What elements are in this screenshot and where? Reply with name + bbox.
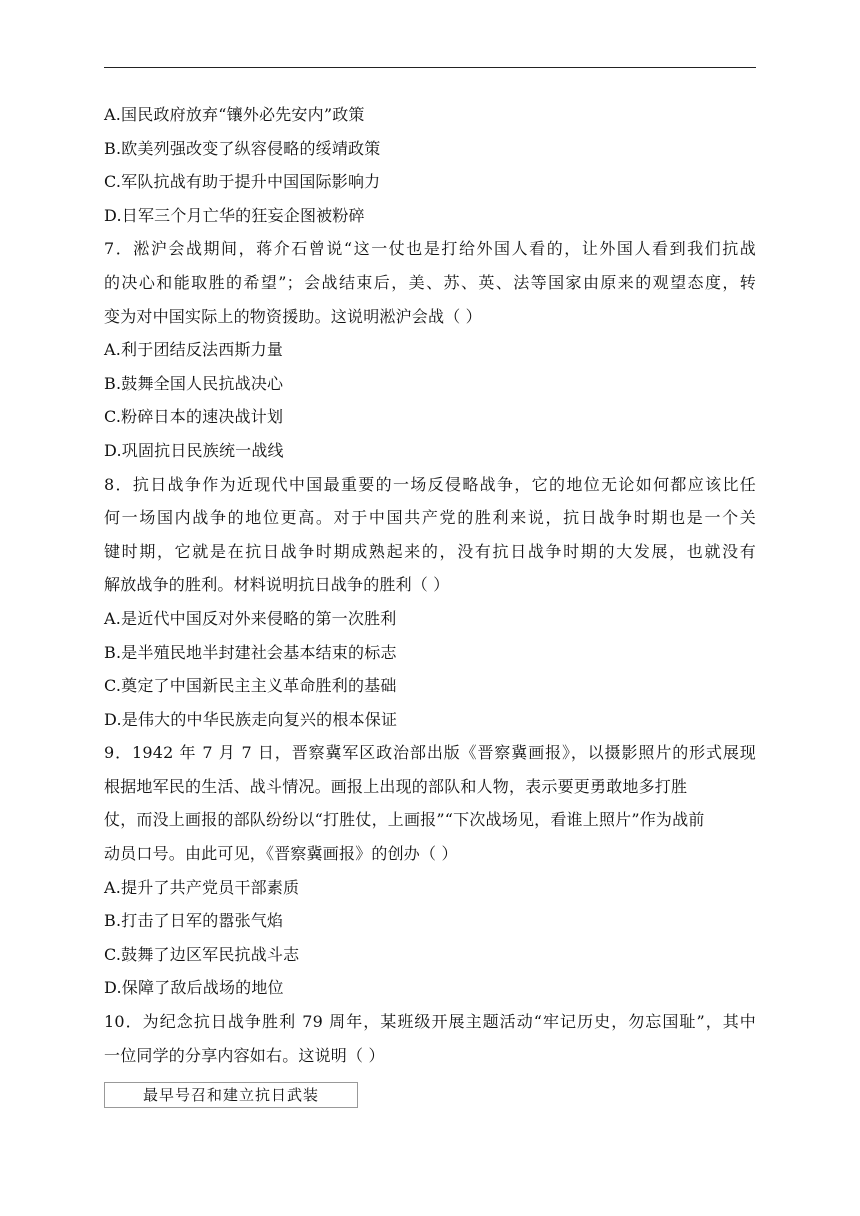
q8-option-b[interactable]: B.是半殖民地半封建社会基本结束的标志 xyxy=(104,642,397,662)
q9-stem-line: 9．1942 年 7 月 7 日，晋察冀军区政治部出版《晋察冀画报》，以摄影照片的形式展现 xyxy=(104,743,756,763)
q9-stem-line: 动员口号。由此可见，《晋察冀画报》的创办（ ） xyxy=(104,844,458,864)
q6-option-a[interactable]: A.国民政府放弃“镶外必先安内”政策 xyxy=(104,105,365,124)
q7-option-a[interactable]: A.利于团结反法西斯力量 xyxy=(104,340,284,360)
q7-stem-line: 的决心和能取胜的希望”；会战结束后，美、苏、英、法等国家由原来的观望态度，转 xyxy=(104,272,756,292)
q10-stem-line: 10．为纪念抗日战争胜利 79 周年，某班级开展主题活动“牢记历史，勿忘国耻”，其中 xyxy=(104,1012,756,1032)
q7-option-c[interactable]: C.粉碎日本的速决战计划 xyxy=(104,407,284,427)
q9-option-b[interactable]: B.打击了日军的嚣张气焰 xyxy=(104,911,284,931)
q9-stem-line: 仗，而没上画报的部队纷纷以“打胜仗，上画报”“下次战场见，看谁上照片”作为战前 xyxy=(104,810,705,830)
q7-option-d[interactable]: D.巩固抗日民族统一战线 xyxy=(104,440,284,460)
q9-option-d[interactable]: D.保障了敌后战场的地位 xyxy=(104,978,284,998)
q8-option-c[interactable]: C.奠定了中国新民主主义革命胜利的基础 xyxy=(104,676,397,696)
header-rule xyxy=(104,67,756,68)
q8-option-a[interactable]: A.是近代中国反对外来侵略的第一次胜利 xyxy=(104,608,397,628)
q8-stem-line: 键时期，它就是在抗日战争时期成熟起来的，没有抗日战争时期的大发展，也就没有 xyxy=(104,541,756,561)
q9-option-c[interactable]: C.鼓舞了边区军民抗战斗志 xyxy=(104,944,300,964)
q10-material-box: 最早号召和建立抗日武装 xyxy=(104,1082,358,1108)
q9-option-a[interactable]: A.提升了共产党员干部素质 xyxy=(104,877,300,897)
q10-stem-line: 一位同学的分享内容如右。这说明（ ） xyxy=(104,1045,385,1065)
q6-option-b[interactable]: B.欧美列强改变了纵容侵略的绥靖政策 xyxy=(104,138,381,158)
question-list xyxy=(104,98,764,1072)
q7-stem-line: 变为对中国实际上的物资援助。这说明淞沪会战（ ） xyxy=(104,306,482,326)
q6-option-d[interactable]: D.日军三个月亡华的狂妄企图被粉碎 xyxy=(104,205,365,225)
q8-option-d[interactable]: D.是伟大的中华民族走向复兴的根本保证 xyxy=(104,709,398,729)
q7-option-b[interactable]: B.鼓舞全国人民抗战决心 xyxy=(104,373,284,393)
q6-option-c[interactable]: C.军队抗战有助于提升中国国际影响力 xyxy=(104,172,381,192)
q8-stem-line: 解放战争的胜利。材料说明抗日战争的胜利（ ） xyxy=(104,575,450,595)
q7-stem-line: 7．淞沪会战期间，蒋介石曾说“这一仗也是打给外国人看的，让外国人看到我们抗战 xyxy=(104,239,756,259)
q8-stem-line: 何一场国内战争的地位更高。对于中国共产党的胜利来说，抗日战争时期也是一个关 xyxy=(104,508,756,528)
q9-stem-line: 根据地军民的生活、战斗情况。画报上出现的部队和人物，表示要更勇敢地多打胜 xyxy=(104,776,688,796)
q8-stem-line: 8．抗日战争作为近现代中国最重要的一场反侵略战争，它的地位无论如何都应该比任 xyxy=(104,474,756,494)
